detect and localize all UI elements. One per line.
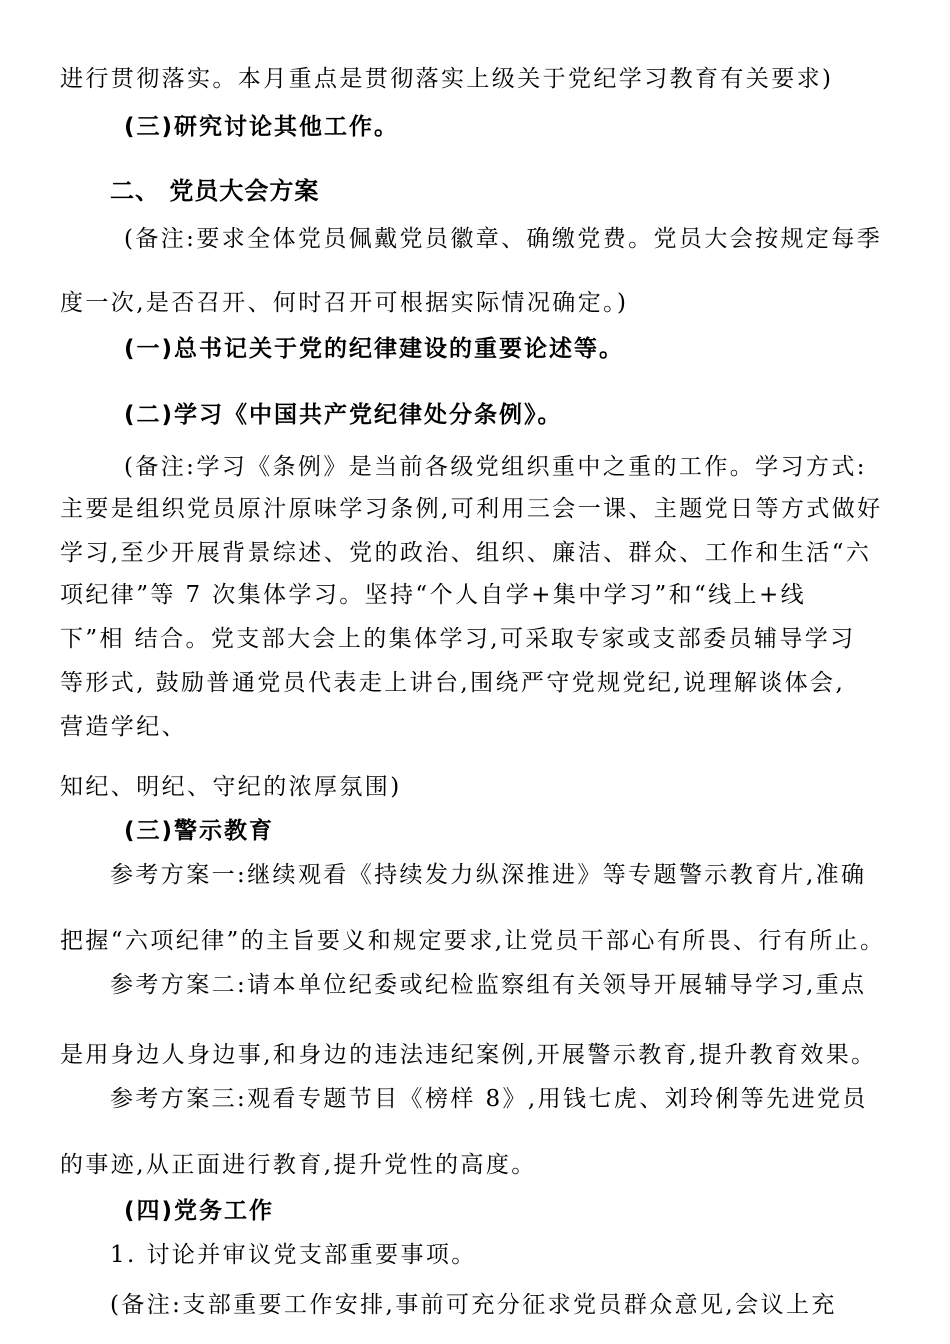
paragraph-line: 营造学纪、 [60, 714, 187, 740]
note-line: 度一次,是否召开、何时召开可根据实际情况确定。) [60, 290, 629, 316]
paragraph-line: 进行贯彻落实。本月重点是贯彻落实上级关于党纪学习教育有关要求) [60, 66, 834, 92]
paragraph-line: 是用身边人身边事,和身边的违法违纪案例,开展警示教育,提升教育效果。 [60, 1042, 877, 1068]
plan-three: 参考方案三:观看专题节目《榜样 8》,用钱七虎、刘玲俐等先进党员 [110, 1086, 868, 1112]
subheading-3: (三)研究讨论其他工作。 [124, 114, 400, 140]
note-line: (备注:学习《条例》是当前各级党组织重中之重的工作。学习方式: [124, 454, 867, 480]
paragraph-line: 项纪律”等 7 次集体学习。坚持“个人自学+集中学习”和“线上+线 [60, 582, 807, 608]
subheading-3: (三)警示教育 [124, 818, 275, 844]
subheading-1: (一)总书记关于党的纪律建设的重要论述等。 [124, 336, 625, 362]
paragraph-line: 学习,至少开展背景综述、党的政治、组织、廉洁、群众、工作和生活“六 [60, 540, 872, 566]
paragraph-line: 主要是组织党员原汁原味学习条例,可利用三会一课、主题党日等方式做好 [60, 496, 883, 522]
note-line: (备注:要求全体党员佩戴党员徽章、确缴党费。党员大会按规定每季 [124, 226, 883, 252]
paragraph-line: 的事迹,从正面进行教育,提升党性的高度。 [60, 1152, 537, 1178]
paragraph-line: 下”相 结合。党支部大会上的集体学习,可采取专家或支部委员辅导学习 [60, 626, 856, 652]
paragraph-line: 把握“六项纪律”的主旨要义和规定要求,让党员干部心有所畏、行有所止。 [60, 928, 886, 954]
plan-one: 参考方案一:继续观看《持续发力纵深推进》等专题警示教育片,准确 [110, 862, 867, 888]
plan-two: 参考方案二:请本单位纪委或纪检监察组有关领导开展辅导学习,重点 [110, 972, 867, 998]
paragraph-line: 等形式, 鼓励普通党员代表走上讲台,围绕严守党规党纪,说理解谈体会, [60, 670, 846, 696]
subheading-4: (四)党务工作 [124, 1198, 275, 1224]
list-item: 1. 讨论并审议党支部重要事项。 [110, 1242, 477, 1268]
paragraph-line: 知纪、明纪、守纪的浓厚氛围) [60, 774, 402, 800]
section-heading: 二、 党员大会方案 [110, 177, 320, 205]
note-line: (备注:支部重要工作安排,事前可充分征求党员群众意见,会议上充 [110, 1292, 837, 1318]
subheading-2: (二)学习《中国共产党纪律处分条例》。 [124, 402, 563, 428]
